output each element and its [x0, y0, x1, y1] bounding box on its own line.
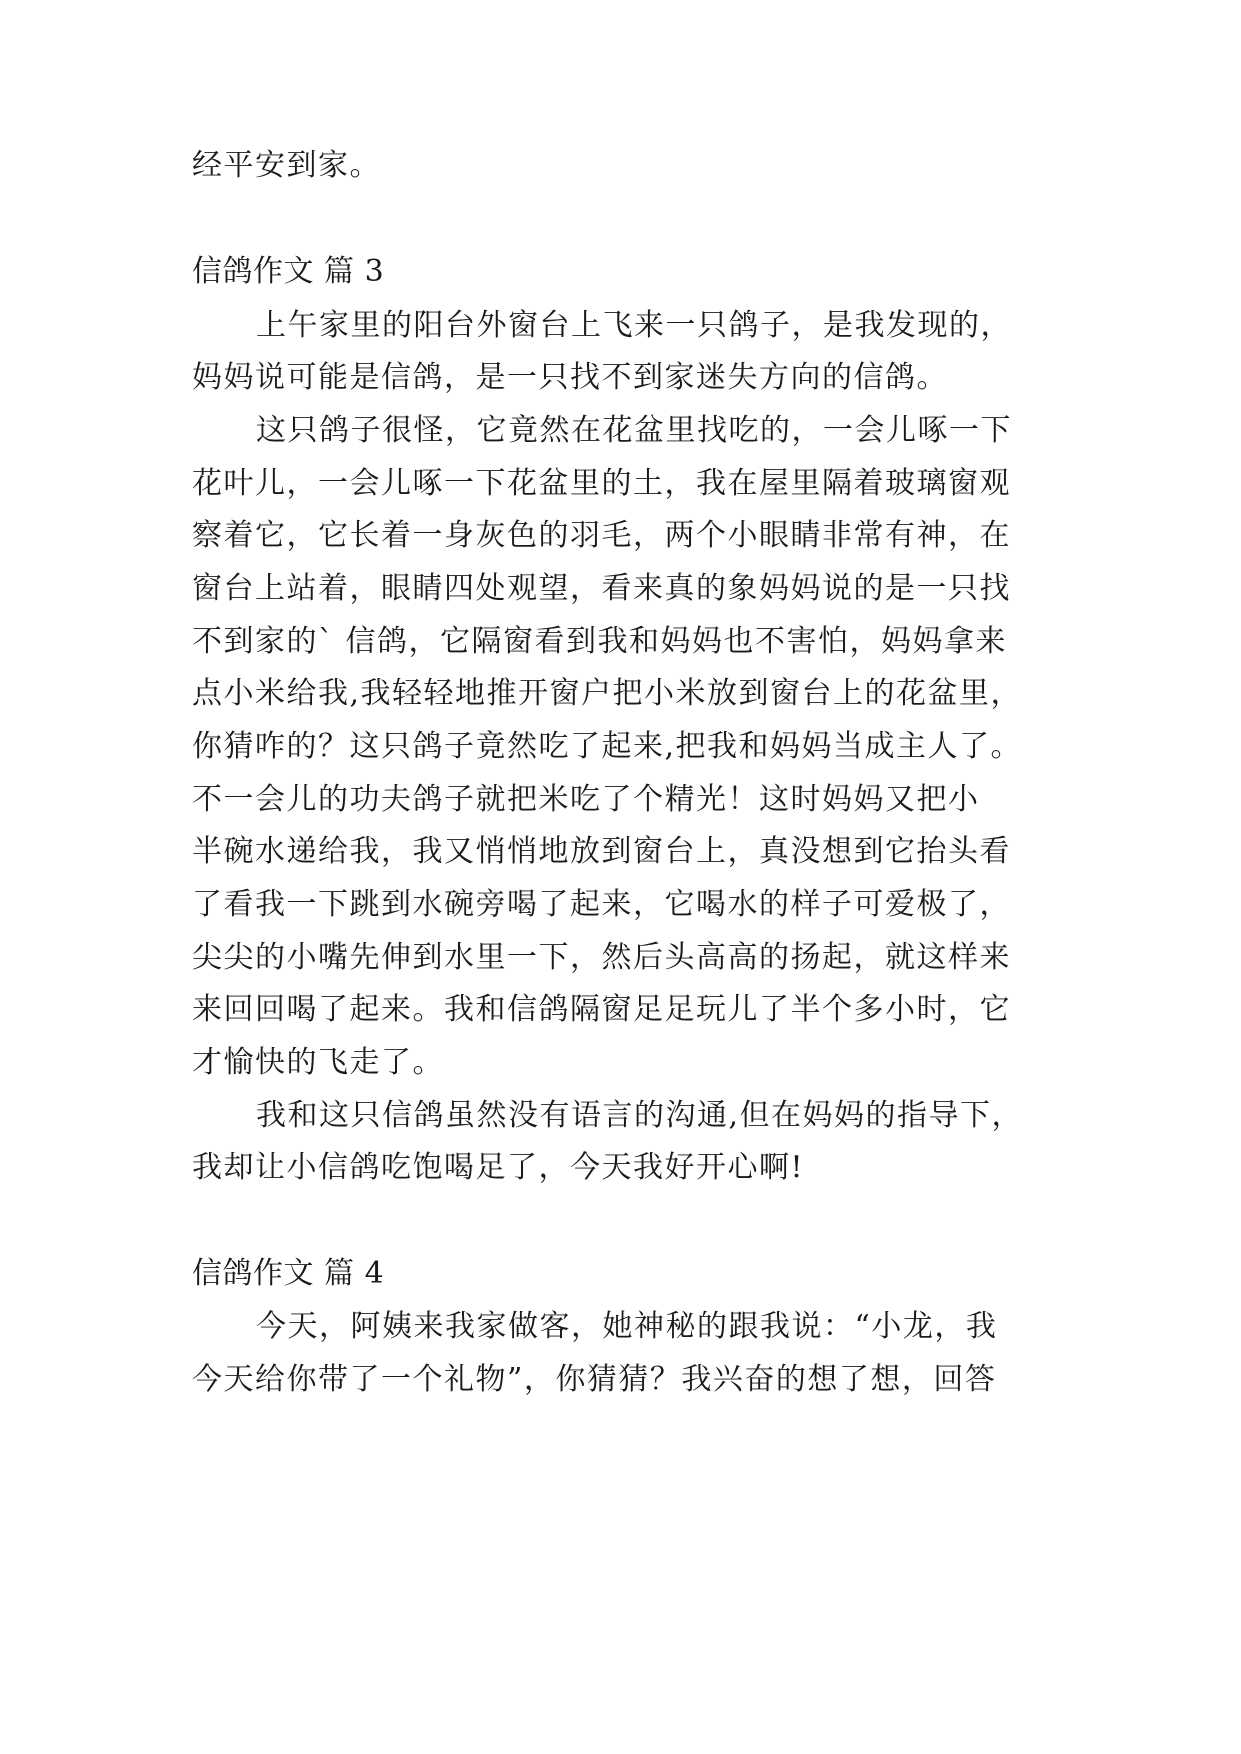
paragraph-line: 尖尖的小嘴先伸到水里一下，然后头高高的扬起，就这样来	[192, 940, 1011, 975]
paragraph-line: 窗台上站着，眼睛四处观望，看来真的象妈妈说的是一只找	[192, 571, 1011, 606]
paragraph-line: 上午家里的阳台外窗台上飞来一只鸽子，是我发现的，	[256, 308, 1012, 343]
paragraph-line: 经平安到家。	[192, 148, 381, 183]
section-heading: 信鸽作文 篇 3	[192, 254, 385, 289]
paragraph-line: 不一会儿的功夫鸽子就把米吃了个精光！这时妈妈又把小	[192, 782, 980, 817]
paragraph-line: 点小米给我,我轻轻地推开窗户把小米放到窗台上的花盆里，	[192, 676, 1023, 711]
paragraph-line: 你猜咋的？这只鸽子竟然吃了起来,把我和妈妈当成主人了。	[192, 729, 1023, 764]
paragraph-line: 妈妈说可能是信鸽，是一只找不到家迷失方向的信鸽。	[192, 360, 948, 395]
paragraph-line: 花叶儿，一会儿啄一下花盆里的土，我在屋里隔着玻璃窗观	[192, 466, 1011, 501]
section-heading: 信鸽作文 篇 4	[192, 1256, 385, 1291]
paragraph-line: 半碗水递给我，我又悄悄地放到窗台上，真没想到它抬头看	[192, 834, 1011, 869]
paragraph-line: 察着它，它长着一身灰色的羽毛，两个小眼睛非常有神，在	[192, 518, 1011, 553]
paragraph-line: 来回回喝了起来。我和信鸽隔窗足足玩儿了半个多小时，它	[192, 992, 1011, 1027]
paragraph-line: 今天，阿姨来我家做客，她神秘的跟我说：“小龙，我	[256, 1309, 998, 1344]
paragraph-line: 今天给你带了一个礼物”，你猜猜？我兴奋的想了想，回答	[192, 1362, 997, 1397]
paragraph-line: 了看我一下跳到水碗旁喝了起来，它喝水的样子可爱极了，	[192, 887, 1011, 922]
paragraph-line: 不到家的` 信鸽，它隔窗看到我和妈妈也不害怕，妈妈拿来	[192, 624, 1008, 659]
paragraph-line: 这只鸽子很怪，它竟然在花盆里找吃的，一会儿啄一下	[256, 413, 1012, 448]
paragraph-line: 我却让小信鸽吃饱喝足了，今天我好开心啊!	[192, 1150, 805, 1185]
paragraph-line: 才愉快的飞走了。	[192, 1045, 444, 1080]
paragraph-line: 我和这只信鸽虽然没有语言的沟通,但在妈妈的指导下，	[256, 1098, 1024, 1133]
